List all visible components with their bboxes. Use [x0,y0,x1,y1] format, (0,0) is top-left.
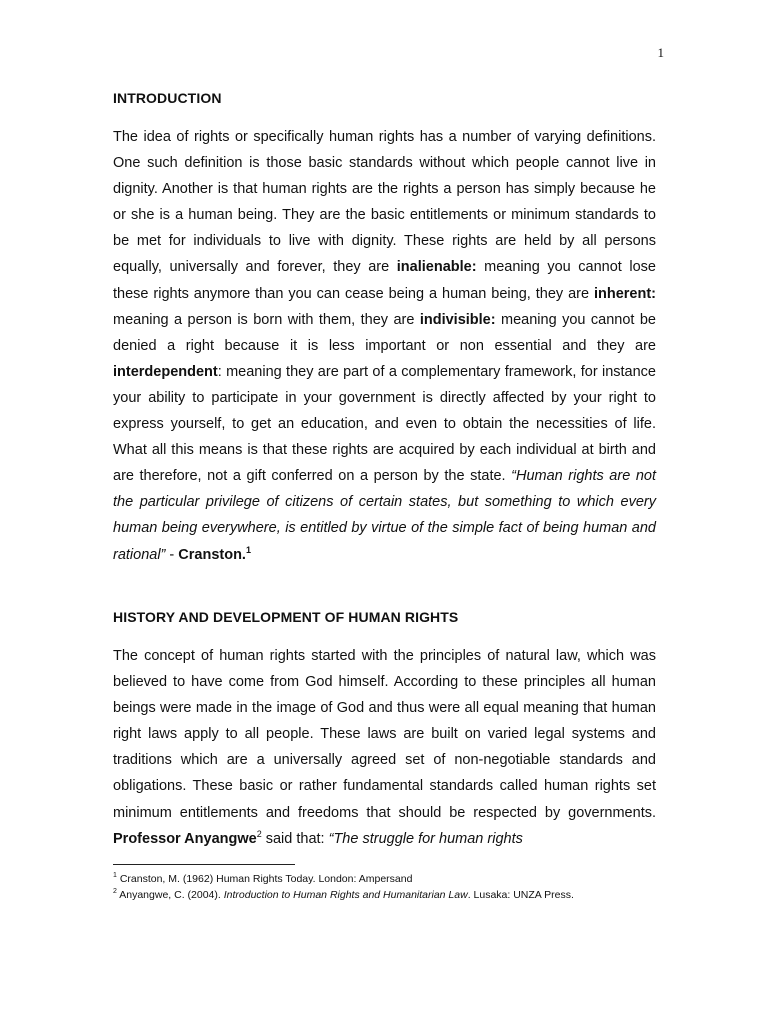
emphasis-term: Professor Anyangwe [113,830,257,847]
emphasis-term: indivisible: [419,311,496,328]
emphasis-term: Cranston. [178,546,246,563]
quotation: “The struggle for human rights [328,830,523,847]
footnote-marker: 2 [113,888,117,895]
footnote-reference: 1 [245,544,251,555]
footnote-text: Cranston, M. (1962) Human Rights Today. London: Ampersand [116,873,413,885]
history-heading: HISTORY AND DEVELOPMENT OF HUMAN RIGHTS [113,609,459,625]
emphasis-term: inherent: [593,285,656,302]
footnote-text: . Lusaka: UNZA Press. [467,889,574,901]
footnote-book-title: Introduction to Human Rights and Humanitarian Law [223,889,468,901]
footnote-text: Anyangwe, C. (2004). [116,889,224,901]
footnote-marker: 1 [113,872,117,879]
footnote-2 [113,888,574,902]
history-paragraph: The concept of human rights started with the principles of natural law, which was believed to have come from God himself. According to these principles all human beings were made in the image of God and thus were all equal meaning that human right laws apply to all people. These laws are built on varied legal systems and traditions which are a universally agreed set of non-negotiable standards and obligations. These basic or rather fundamental standards called human rights set minimum entitlements and freedoms that should be respected by governments. Professor Anyangwe$^2$ said that: “The struggle for human rights [113,648,656,847]
page-number: 1 [657,45,664,60]
introduction-heading: INTRODUCTION [113,90,222,106]
footnote-reference: 2 [256,828,262,839]
emphasis-term: inalienable: [396,259,477,276]
quotation: “Human rights are not the particular privilege of citizens of certain states, but something to which every human being everywhere, is entitled by virtue of the simple fact of being human and rational” [113,468,656,563]
footnote-separator [113,864,295,865]
introduction-paragraph: The idea of rights or specifically human rights has a number of varying definitions. One such definition is those basic standards without which people cannot live in dignity. Another is that human rights are the rights a person has simply because he or she is a human being. They are the basic entitlements or minimum standards to be met for individuals to live with dignity. These rights are held by all persons equally, universally and forever, they are inalienable: meaning you cannot lose these rights anymore than you can cease being a human being, they are inherent: meaning a person is born with them, they are indivisible: meaning you cannot be denied a right because it is less important or non essential and they are interdependent: meaning they are part of a complementary framework, for instance your ability to participate in your government is directly affected by your right to express yourself, to get an education, and even to obtain the necessities of life. What all this means is that these rights are acquired by each individual at birth and are therefore, not a gift conferred on a person by the state. “Human rights are not the particular privilege of citizens of certain states, but something to which every human being everywhere, is entitled by virtue of the simple fact of being human and rational” - Cranston.$^1$ [113,129,656,563]
footnote-1 [113,872,412,886]
emphasis-term: interdependent [113,363,218,380]
